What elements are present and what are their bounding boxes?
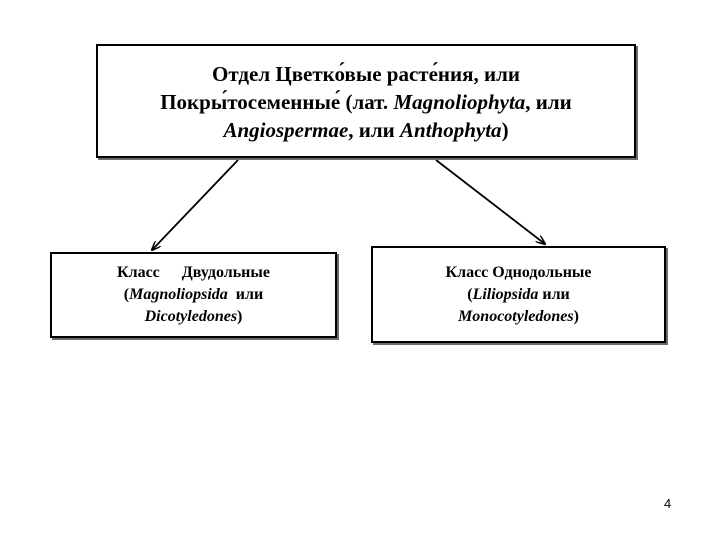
latin-name-anthophyta: Anthophyta [400, 118, 502, 142]
division-box [96, 44, 636, 158]
division-russian-name: Покры́тосеменные́ (лат. [160, 90, 389, 114]
division-line-3 [98, 116, 634, 144]
dicots-line-1 [52, 262, 335, 284]
arrow-to-monocots [436, 160, 545, 244]
division-title-text: Отдел Цветко́вые расте́ния, или [212, 62, 520, 86]
latin-name-magnoliopsida: Magnoliopsida [129, 286, 228, 303]
latin-name-liliopsida: Liliopsida [472, 285, 539, 303]
latin-name-angiospermae: Angiospermae [223, 118, 349, 142]
dicots-paren-close: ) [237, 308, 243, 325]
dicots-or-text: или [235, 286, 264, 303]
division-line-3-end: ) [501, 118, 509, 142]
division-line-1 [98, 60, 634, 88]
dicots-line-3 [52, 306, 335, 328]
monocots-line-2 [373, 284, 664, 306]
monocots-or-text: или [538, 285, 570, 303]
division-line-2 [98, 88, 634, 116]
division-line-3-mid: , или [348, 118, 395, 142]
dicots-paren-open: ( [123, 286, 130, 303]
latin-name-dicotyledones: Dicotyledones [144, 308, 238, 325]
dicots-class-box [50, 252, 337, 338]
monocots-paren-close: ) [573, 307, 579, 325]
division-line-2-end: , или [525, 90, 572, 114]
arrow-to-dicots [152, 160, 238, 250]
latin-name-magnoliophyta: Magnoliophyta [393, 90, 526, 114]
latin-name-monocotyledones: Monocotyledones [458, 307, 574, 325]
page-number: 4 [664, 496, 672, 511]
monocots-paren-open: ( [467, 285, 473, 303]
monocots-line-3 [373, 306, 664, 328]
monocots-class-box [371, 246, 666, 343]
dicots-class-name: Двудольные [181, 264, 270, 281]
dicots-class-label: Класс [116, 264, 160, 281]
monocots-class-title: Класс Однодольные [445, 263, 592, 281]
dicots-line-2 [52, 284, 335, 306]
